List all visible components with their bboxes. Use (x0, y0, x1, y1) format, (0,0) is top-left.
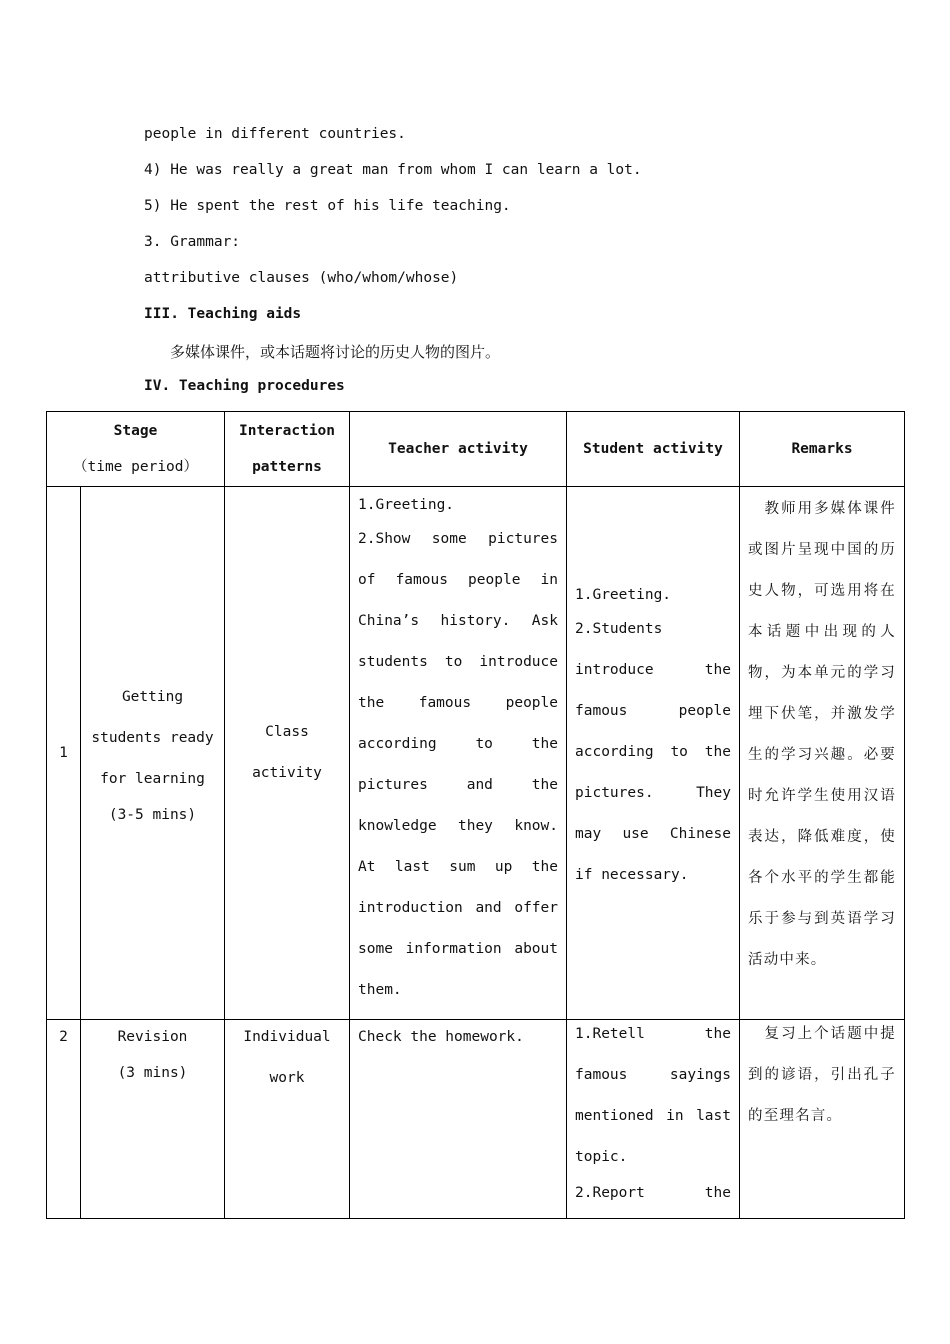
procedures-table (46, 411, 905, 1219)
interaction-cell: Individual work (225, 1020, 350, 1219)
text-line: 5) He spent the rest of his life teaching. (144, 198, 511, 214)
row-number: 2 (47, 1020, 81, 1219)
section-heading-teaching-aids: III. Teaching aids (144, 306, 302, 322)
header-remarks: Remarks (740, 412, 905, 487)
teacher-activity-cell: 1.Greeting. 2.Show some pictures of famous people in China’s history. Ask students to introduce the famous people according to the pictures and the knowledge they know. At last sum up the introduction and offer some information about them. (350, 487, 567, 1020)
teacher-activity-cell: Check the homework. (350, 1020, 567, 1219)
text-line: 4) He was really a great man from whom I can learn a lot. (144, 162, 642, 178)
remarks-cell: 复习上个话题中提到的谚语，引出孔子的至理名言。 (740, 1020, 905, 1219)
header-interaction: Interaction patterns (225, 412, 350, 487)
header-teacher-activity: Teacher activity (350, 412, 567, 487)
text-line: attributive clauses (who/whom/whose) (144, 270, 459, 286)
table-header-row (47, 412, 905, 487)
table-row (47, 487, 905, 1020)
header-stage: Stage （time period） (47, 412, 225, 487)
section-heading-teaching-procedures: IV. Teaching procedures (144, 378, 345, 394)
student-activity-cell: 1.Greeting. 2.Students introduce the famous people according to the pictures. They may use Chinese if necessary. (567, 487, 740, 1020)
row-number: 1 (47, 487, 81, 1020)
stage-cell: Revision (3 mins) (81, 1020, 225, 1219)
remarks-cell: 教师用多媒体课件或图片呈现中国的历史人物，可选用将在本话题中出现的人物，为本单元的学习埋下伏笔，并激发学生的学习兴趣。必要时允许学生使用汉语表达，降低难度，使各个水平的学生都能乐于参与到英语学习活动中来。 (740, 487, 905, 1020)
text-line: people in different countries. (144, 126, 406, 142)
text-line: 3. Grammar: (144, 234, 241, 250)
table-row (47, 1020, 905, 1219)
header-student-activity: Student activity (567, 412, 740, 487)
stage-cell: Getting students ready for learning (3-5 mins) (81, 487, 225, 1020)
student-activity-cell: 1.Retell the famous sayings mentioned in last topic. 2.Report the (567, 1020, 740, 1219)
teaching-aids-text: 多媒体课件，或本话题将讨论的历史人物的图片。 (170, 343, 501, 361)
interaction-cell: Class activity (225, 487, 350, 1020)
